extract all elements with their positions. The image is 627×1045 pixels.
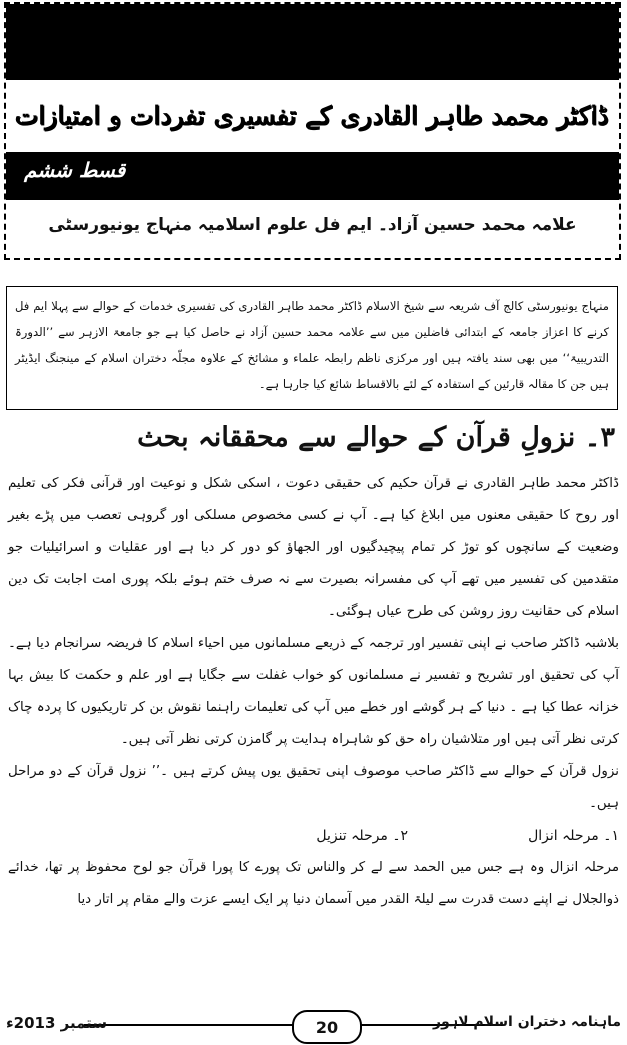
body-paragraph-4: مرحلہ انزال وہ ہے جس میں الحمد سے لے کر والناس تک پورے کا پورا قرآن جو لوح محفوظ پر تھا، خدائے ذوالجلال نے اپنے دست قدرت سے لیلۃ القدر میں آسمان دنیا پر ایک ایسے عزت والے مقام پر اتار دیا xyxy=(8,860,619,907)
header-box xyxy=(4,2,621,260)
stages-list xyxy=(8,820,619,852)
section-heading: ۳۔ نزولِ قرآن کے حوالے سے محققانہ بحث xyxy=(137,422,615,453)
stage-1: ۱۔ مرحلہ انزال xyxy=(528,828,619,844)
footer-date: ستمبر 2013ء xyxy=(6,1014,108,1032)
body-paragraph-1: ڈاکٹر محمد طاہر القادری نے قرآن حکیم کی حقیقی دعوت ، اسکی شکل و نوعیت اور قرآنی فکر کی تعلیم اور روح کا حقیقی معنوں میں ابلاغ کیا ہے۔ آپ نے کسی مخصوص مسلکی اور گروہی تعصب میں پڑے بغیر وضعیت کے سانچوں کو توڑ کر تمام پیچیدگیوں اور الجھاؤ کو دور کر دیا ہے اور عقلیات و اسرائیلیات جو متقدمین کی تفسیر میں تھے آپ کی مفسرانہ بصیرت سے نہ صرف ختم ہوئے بلکہ پوری امت اجابت تک دین اسلام کی حقانیت روز روشن کی طرح عیاں ہوگئی۔ xyxy=(8,476,619,619)
stage-2: ۲۔ مرحلہ تنزیل xyxy=(316,828,409,844)
body-paragraph-3: نزول قرآن کے حوالے سے ڈاکٹر صاحب موصوف اپنی تحقیق یوں پیش کرتے ہیں ۔’’ نزول قرآن کے دو مراحل ہیں۔ xyxy=(8,764,619,811)
article-title: ڈاکٹر محمد طاہر القادری کے تفسیری تفردات و امتیازات xyxy=(15,101,610,131)
header-black-band-top xyxy=(6,4,619,80)
body-paragraph-2: بلاشبہ ڈاکٹر صاحب نے اپنی تفسیر اور ترجمہ کے ذریعے مسلمانوں میں احیاء اسلام کا فریضہ سرانجام دیا ہے۔ آپ کی تحقیق اور تشریح و تفسیر نے مسلمانوں کو خواب غفلت سے جگایا ہے اور علم و حکمت کا بیش بہا خزانہ عطا کیا ہے ۔ دنیا کے ہر گوشے اور خطے میں آپ کی تعلیمات راہنما نقوش بن کر تاریکیوں کا پردہ چاک کرتی نظر آتی ہیں اور متلاشیان راہ حق کو شاہراہ ہدایت پر گامزن کرتی نظر آتی ہیں۔ xyxy=(8,636,619,747)
footer-magazine-name: ماہنامہ دختران اسلام لاہور xyxy=(433,1014,621,1030)
title-band xyxy=(6,80,619,152)
article-body xyxy=(8,468,619,916)
intro-box xyxy=(6,286,618,410)
page-footer xyxy=(0,1006,627,1042)
intro-text: منہاج یونیورسٹی کالج آف شریعہ سے شیخ الاسلام ڈاکٹر محمد طاہر القادری کی تفسیری خدمات کے حوالے سے پہلا ایم فل کرنے کا اعزاز جامعہ کے ابتدائی فاضلین میں سے علامہ محمد حسین آزاد نے حاصل کیا ہے جو جامعۃ الازہر سے ’’الدورۃ التدریبیۃ‘‘ میں بھی سند یافتہ ہیں اور مرکزی ناظم رابطہ علماء و مشائخ کے علاوہ مجلّہ دختران اسلام کے مینجنگ ایڈیٹر ہیں جن کا مقالہ قارئین کے استفادہ کے لئے بالاقساط شائع کیا جارہا ہے۔ xyxy=(15,299,609,391)
author-line: علامہ محمد حسین آزاد۔ ایم فل علوم اسلامیہ منہاج یونیورسٹی xyxy=(48,215,577,235)
page-number: 20 xyxy=(292,1010,362,1044)
episode-label: قسط ششم xyxy=(24,158,126,182)
